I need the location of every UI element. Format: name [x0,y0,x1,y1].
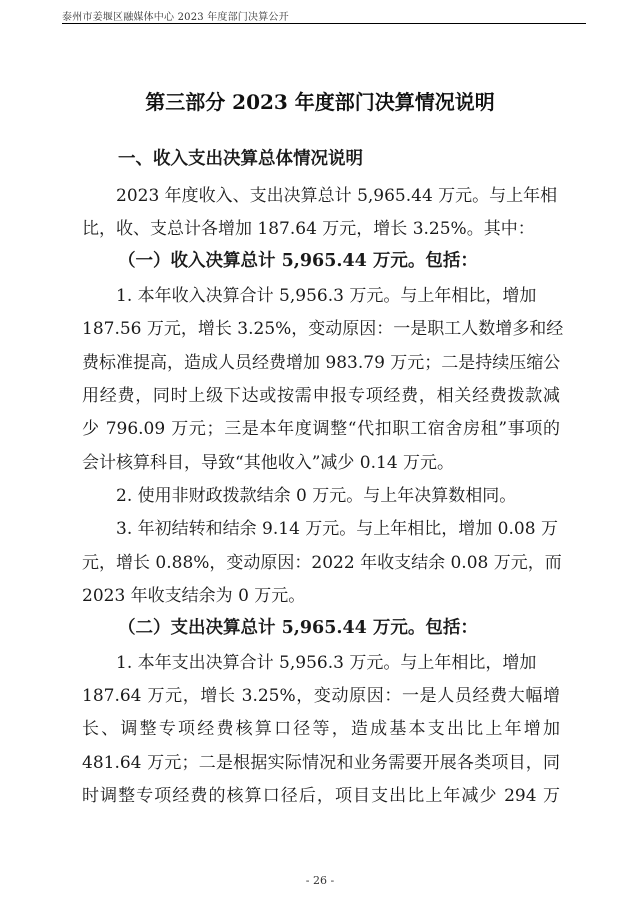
paragraph-line: 会计核算科目，导致“其他收入”减少 0.14 万元。 [82,453,455,473]
paragraph-line: 用经费，同时上级下达或按需申报专项经费，相关经费拨款减 [82,386,560,406]
page-number: - 26 - [305,874,335,887]
paragraph-line: 2023 年度收入、支出决算总计 5,965.44 万元。与上年相 [116,186,558,206]
paragraph-line: 1. 本年收入决算合计 5,956.3 万元。与上年相比，增加 [116,286,537,306]
paragraph-line: 1. 本年支出决算合计 5,956.3 万元。与上年相比，增加 [116,653,537,673]
paragraph-line: 长、调整专项经费核算口径等，造成基本支出比上年增加 [82,719,560,739]
paragraph-line: 481.64 万元；二是根据实际情况和业务需要开展各类项目，同 [82,753,560,773]
paragraph-line: 187.64 万元，增长 3.25%，变动原因：一是人员经费大幅增 [82,686,560,706]
subheading-income: （一）收入决算总计 5,965.44 万元。包括： [118,251,478,271]
page-title: 第三部分 2023 年度部门决算情况说明 [145,90,495,114]
subheading-expense: （二）支出决算总计 5,965.44 万元。包括： [118,618,478,638]
paragraph-line: 费标准提高，造成人员经费增加 983.79 万元；二是持续压缩公 [82,353,561,373]
paragraph-line: 元，增长 0.88%，变动原因：2022 年收支结余 0.08 万元，而 [82,553,562,573]
paragraph-line: 时调整专项经费的核算口径后，项目支出比上年减少 294 万 [82,786,560,806]
paragraph-line: 2023 年收支结余为 0 万元。 [82,586,306,606]
paragraph-line: 187.56 万元，增长 3.25%，变动原因：一是职工人数增多和经 [82,319,564,339]
paragraph-line: 3. 年初结转和结余 9.14 万元。与上年相比，增加 0.08 万 [116,519,558,539]
header-rule [62,23,586,24]
paragraph-line: 比，收、支总计各增加 187.64 万元，增长 3.25%。其中： [82,219,535,239]
paragraph-line: 2. 使用非财政拨款结余 0 万元。与上年决算数相同。 [116,486,517,506]
paragraph-line: 少 796.09 万元；三是本年度调整“代扣职工宿舍房租”事项的 [82,419,560,439]
section-heading-overview: 一、收入支出决算总体情况说明 [118,149,363,169]
running-header: 泰州市姜堰区融媒体中心 2023 年度部门决算公开 [62,12,289,23]
